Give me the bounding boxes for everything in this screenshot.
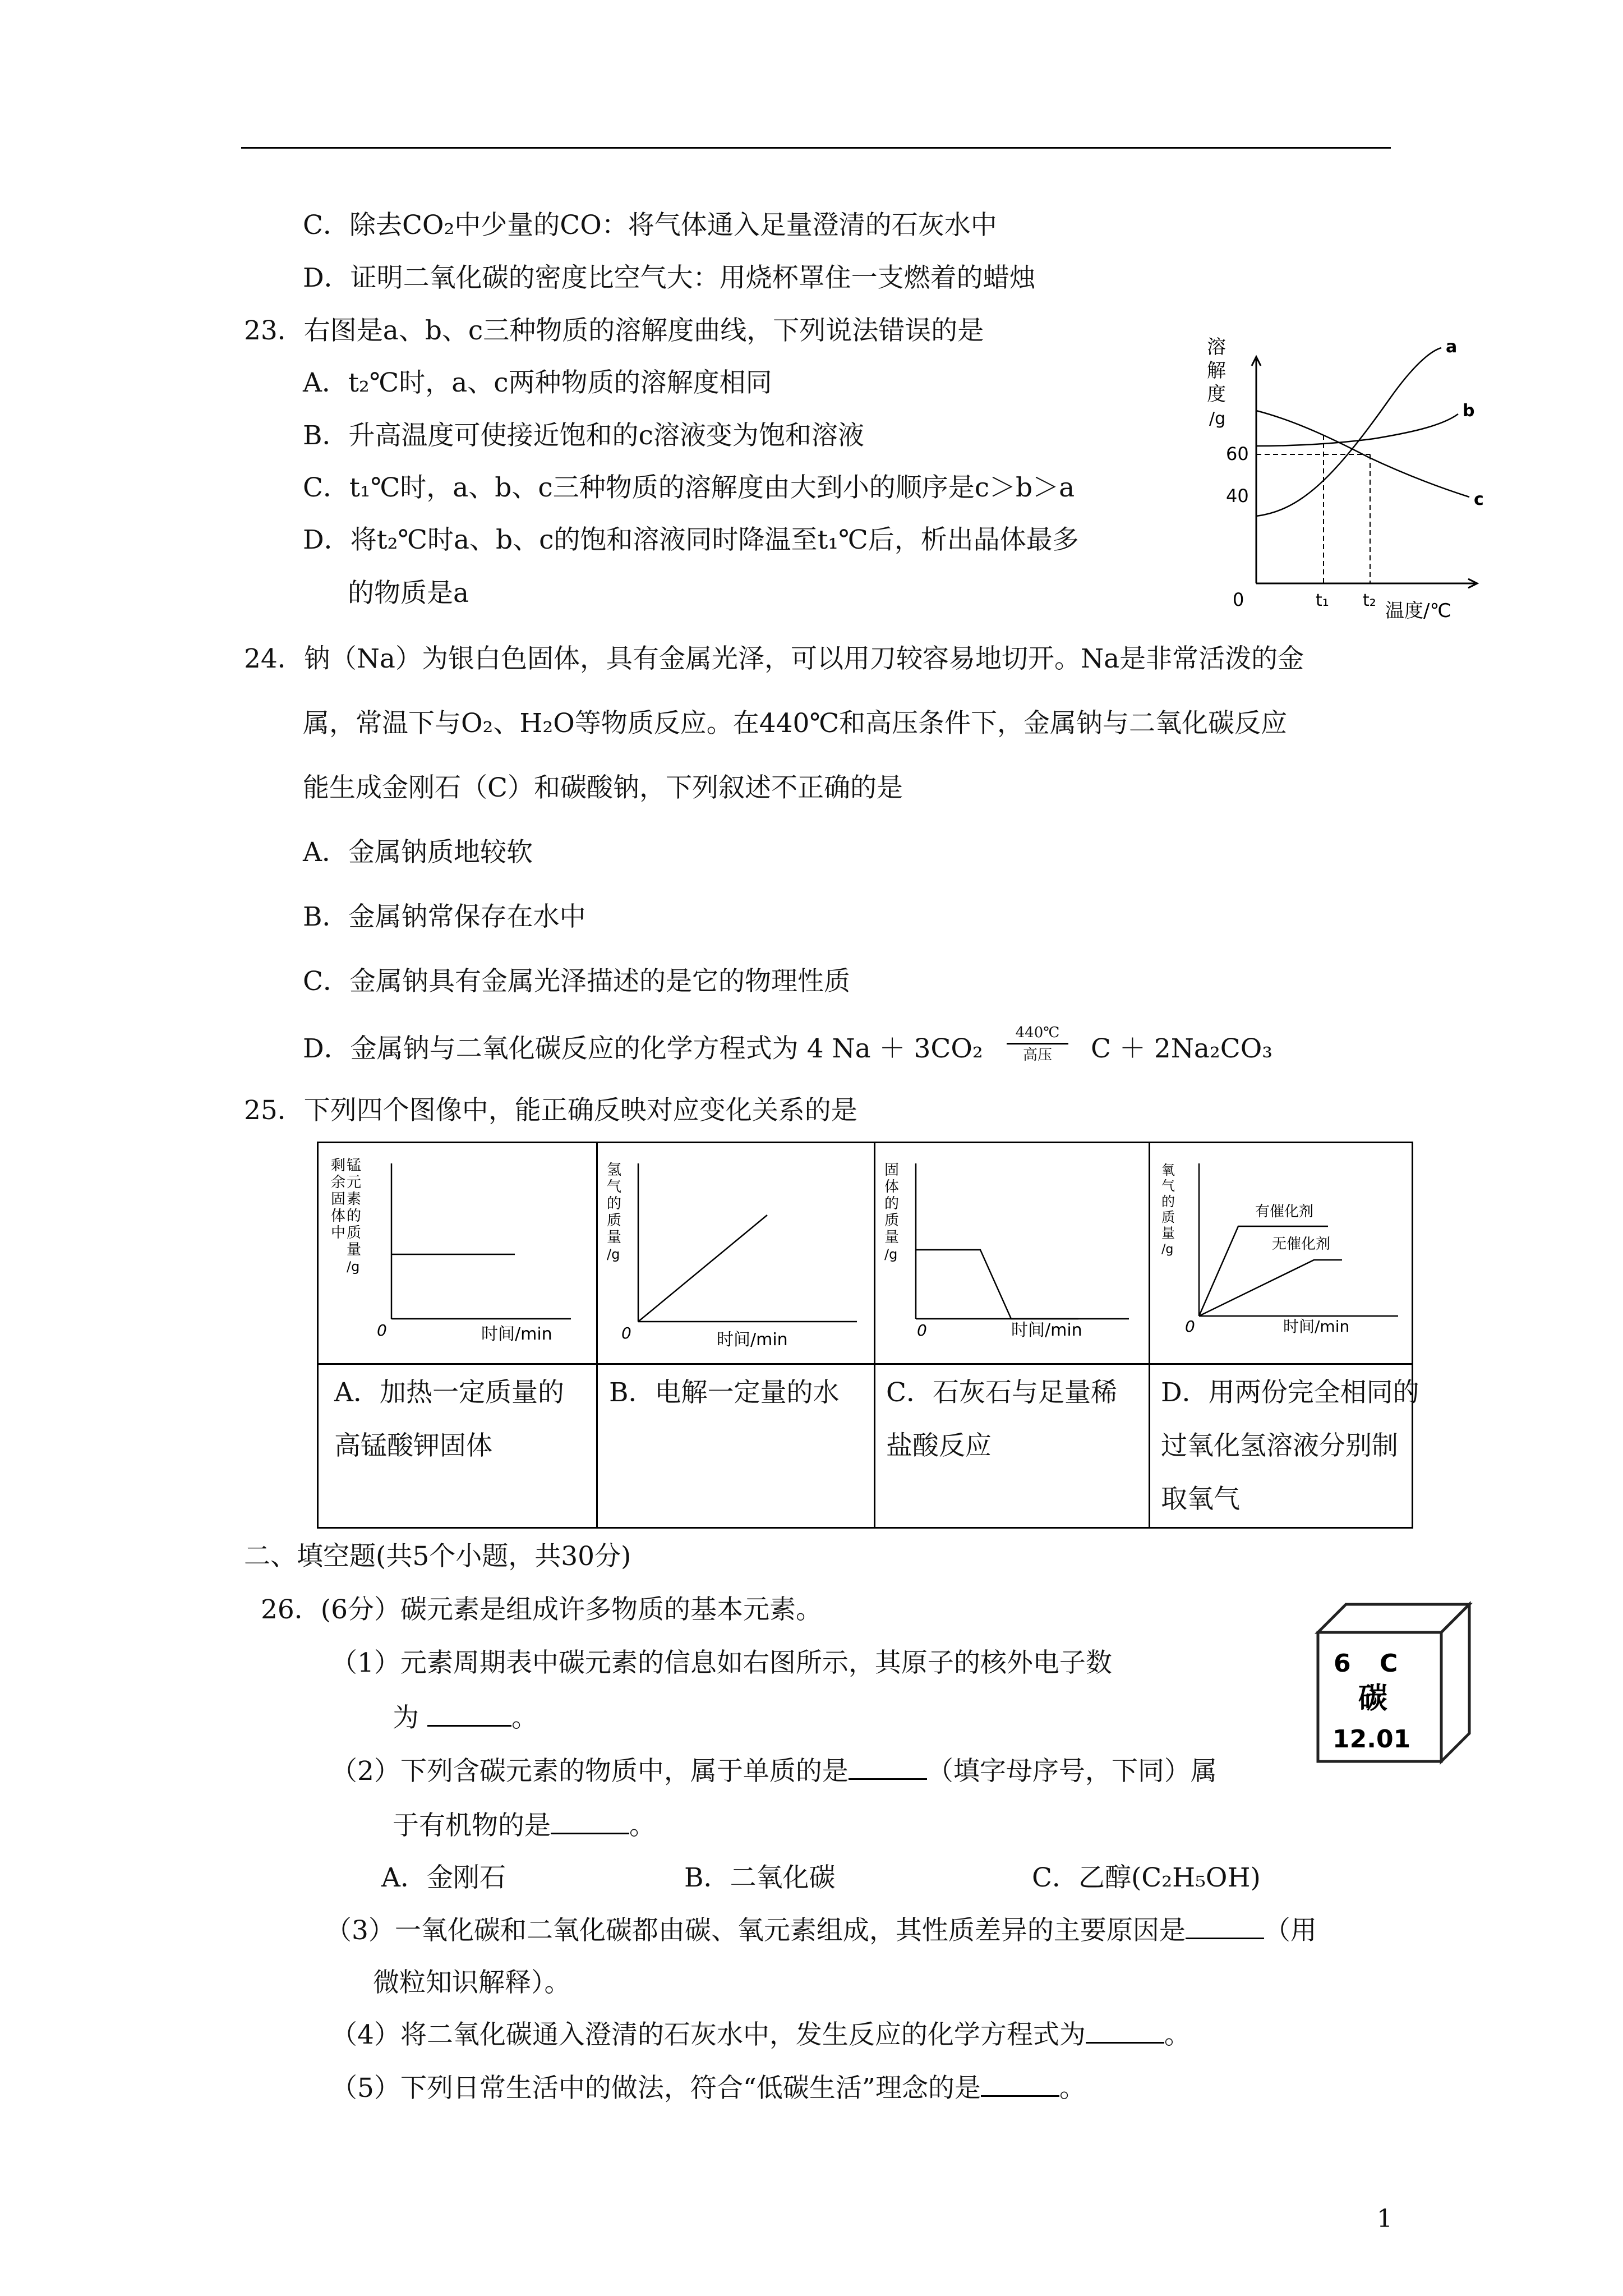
q24-option-b: B．金属钠常保存在水中: [303, 901, 586, 932]
graph-b: [605, 1153, 868, 1355]
q24-option-d-right: C ＋ 2Na₂CO₃: [1091, 1033, 1273, 1064]
svg-text:时间/min: 时间/min: [1283, 1317, 1350, 1336]
q24-stem-line2: 属，常温下与O₂、H₂O等物质反应。在440℃和高压条件下，金属钠与二氧化碳反应: [303, 708, 1288, 739]
legend-without-catalyst: 无催化剂: [1272, 1236, 1331, 1253]
x-tick-t1: t₁: [1316, 591, 1329, 610]
graph-c-line: [916, 1250, 1078, 1319]
curve-b-label: b: [1463, 401, 1475, 421]
svg-text:质: 质: [1161, 1209, 1175, 1225]
graph-a: [330, 1153, 588, 1355]
svg-text:0: 0: [377, 1321, 387, 1340]
x-tick-t2: t₂: [1363, 591, 1376, 610]
svg-text:氢: 氢: [607, 1162, 622, 1179]
q26-part2-tail: （填字母序号，下同）属: [926, 1756, 1217, 1787]
q23-option-d-line2: 的物质是a: [348, 578, 469, 609]
origin-label: 0: [1233, 589, 1244, 610]
caption-d-line3: 取氧气: [1161, 1484, 1240, 1515]
q26-part1-line1: （1）元素周期表中碳元素的信息如右图所示，其原子的核外电子数: [331, 1648, 1112, 1678]
q26-part2-line2: [393, 1809, 656, 1843]
svg-text:锰: 锰: [347, 1157, 362, 1174]
q25-stem: 25．下列四个图像中，能正确反映对应变化关系的是: [244, 1095, 857, 1126]
caption-a-line2: 高锰酸钾固体: [334, 1430, 492, 1461]
section-2-title: 二、填空题(共5个小题，共30分): [244, 1541, 631, 1572]
table-row-divider: [319, 1363, 1412, 1365]
svg-text:余: 余: [331, 1174, 346, 1191]
reaction-condition-temp: 440℃: [1015, 1024, 1060, 1041]
q23-stem: 23．右图是a、b、c三种物质的溶解度曲线，下列说法错误的是: [244, 315, 984, 346]
q24-stem-line3: 能生成金刚石（C）和碳酸钠，下列叙述不正确的是: [303, 772, 903, 803]
curve-b: [1256, 414, 1458, 446]
graph-c: [882, 1153, 1140, 1355]
svg-text:的: 的: [884, 1195, 900, 1212]
svg-text:/g: /g: [884, 1246, 898, 1262]
q26-part4: [331, 2018, 1191, 2052]
q23-option-a: A．t₂℃时，a、c两种物质的溶解度相同: [303, 367, 772, 398]
svg-text:时间/min: 时间/min: [717, 1330, 788, 1350]
q26-part3-line1: [325, 1914, 1317, 1948]
svg-text:固: 固: [884, 1162, 900, 1179]
y-tick-40: 40: [1226, 485, 1249, 507]
table-col-divider-1: [596, 1143, 598, 1527]
q22-option-d: D．证明二氧化碳的密度比空气大：用烧杯罩住一支燃着的蜡烛: [303, 263, 1036, 293]
svg-text:体: 体: [331, 1208, 346, 1225]
q22-option-c: C．除去CO₂中少量的CO：将气体通入足量澄清的石灰水中: [303, 210, 997, 241]
y-label-4: /g: [1209, 409, 1226, 429]
q26-part2-text: （2）下列含碳元素的物质中，属于单质的是: [331, 1756, 849, 1787]
svg-text:质: 质: [347, 1225, 362, 1241]
curve-c-label: c: [1474, 490, 1484, 509]
reaction-condition: [1007, 1024, 1068, 1064]
caption-d-line1: D．用两份完全相同的: [1161, 1377, 1419, 1408]
svg-text:/g: /g: [607, 1246, 620, 1262]
q26-part1-line2: [393, 1701, 538, 1735]
svg-text:的: 的: [607, 1195, 622, 1212]
q26-part5: [331, 2072, 1086, 2105]
reaction-arrow-line: [1007, 1043, 1068, 1045]
q26-option-a: A．金刚石: [381, 1862, 506, 1893]
svg-text:素: 素: [347, 1191, 362, 1208]
answer-blank-1[interactable]: [427, 1703, 511, 1727]
svg-text:元: 元: [347, 1174, 362, 1191]
page-number: 1: [1377, 2205, 1393, 2233]
element-symbol: C: [1380, 1649, 1398, 1678]
q26-part5-text: （5）下列日常生活中的做法，符合“低碳生活”理念的是: [331, 2073, 981, 2104]
caption-d-line2: 过氧化氢溶液分别制: [1161, 1430, 1398, 1461]
curve-a-label: a: [1446, 337, 1458, 357]
reaction-condition-pressure: 高压: [1022, 1047, 1052, 1064]
q26-option-c: C．乙醇(C₂H₅OH): [1032, 1862, 1261, 1893]
caption-c-line2: 盐酸反应: [886, 1430, 992, 1461]
svg-text:的: 的: [347, 1208, 362, 1225]
q26-part3-tail: （用: [1264, 1915, 1317, 1946]
svg-text:量: 量: [884, 1229, 900, 1246]
q23-option-b: B．升高温度可使接近饱和的c溶液变为饱和溶液: [303, 420, 864, 451]
q24-stem-line1: 24．钠（Na）为银白色固体，具有金属光泽，可以用刀较容易地切开。Na是非常活泼的金: [244, 643, 1304, 674]
svg-text:0: 0: [621, 1324, 631, 1342]
element-name: 碳: [1358, 1682, 1388, 1715]
q26-part4-text: （4）将二氧化碳通入澄清的石灰水中，发生反应的化学方程式为: [331, 2019, 1086, 2050]
svg-text:氧: 氧: [1161, 1162, 1175, 1178]
period: 。: [1059, 2073, 1086, 2104]
table-col-divider-3: [1149, 1143, 1150, 1527]
y-label-1: 溶: [1207, 336, 1226, 358]
svg-text:中: 中: [331, 1225, 346, 1241]
q23-option-d-line1: D．将t₂℃时a、b、c的饱和溶液同时降温至t₁℃后，析出晶体最多: [303, 524, 1079, 555]
q26-part3-line2: 微粒知识解释）。: [373, 1967, 571, 1998]
svg-text:量: 量: [607, 1229, 622, 1246]
answer-blank-4[interactable]: [1186, 1915, 1264, 1939]
caption-b-line1: B．电解一定量的水: [609, 1377, 840, 1408]
period: 。: [1164, 2019, 1191, 2050]
graph-d: [1157, 1153, 1409, 1355]
y-tick-60: 60: [1226, 443, 1249, 464]
answer-blank-5[interactable]: [1086, 2019, 1164, 2044]
svg-text:0: 0: [1185, 1317, 1195, 1336]
y-label-3: 度: [1207, 383, 1226, 406]
q26-part1-prefix: 为: [393, 1703, 419, 1733]
legend-with-catalyst: 有催化剂: [1255, 1203, 1314, 1220]
solubility-chart: [1206, 331, 1486, 623]
atomic-mass: 12.01: [1332, 1725, 1411, 1754]
answer-blank-2[interactable]: [849, 1756, 927, 1780]
svg-text:质: 质: [884, 1212, 900, 1229]
svg-text:时间/min: 时间/min: [1011, 1320, 1082, 1340]
carbon-element-tile: [1312, 1599, 1475, 1767]
period: 。: [629, 1810, 656, 1841]
q23-option-c: C．t₁℃时，a、b、c三种物质的溶解度由大到小的顺序是c＞b＞a: [303, 472, 1075, 503]
y-label-2: 解: [1207, 360, 1226, 382]
svg-text:的: 的: [1161, 1194, 1175, 1209]
svg-text:气: 气: [1161, 1178, 1175, 1194]
q26-part2-organic: 于有机物的是: [393, 1810, 551, 1841]
q24-option-a: A．金属钠质地较软: [303, 837, 533, 868]
caption-a-line1: A．加热一定质量的: [334, 1377, 564, 1408]
q25-table: [317, 1142, 1419, 1529]
svg-text:量: 量: [347, 1241, 362, 1258]
svg-text:/g: /g: [1161, 1243, 1174, 1257]
q26-stem: 26．(6分）碳元素是组成许多物质的基本元素。: [261, 1594, 823, 1625]
q24-option-d-left: D．金属钠与二氧化碳反应的化学方程式为 4 Na ＋ 3CO₂: [303, 1033, 983, 1064]
svg-text:体: 体: [884, 1179, 900, 1195]
caption-c-line1: C．石灰石与足量稀: [886, 1377, 1117, 1408]
curve-a: [1256, 348, 1441, 516]
q26-part3-text: （3）一氧化碳和二氧化碳都由碳、氧元素组成，其性质差异的主要原因是: [325, 1915, 1186, 1946]
q26-part2-line1: [331, 1755, 1217, 1788]
atomic-number: 6: [1334, 1649, 1351, 1678]
svg-text:剩: 剩: [331, 1157, 346, 1174]
q24-option-c: C．金属钠具有金属光泽描述的是它的物理性质: [303, 966, 850, 997]
x-axis-label: 温度/℃: [1385, 600, 1451, 622]
svg-text:固: 固: [331, 1191, 346, 1208]
table-col-divider-2: [874, 1143, 875, 1527]
svg-text:0: 0: [917, 1321, 927, 1340]
svg-text:/g: /g: [347, 1259, 360, 1274]
answer-blank-3[interactable]: [551, 1810, 629, 1834]
svg-text:时间/min: 时间/min: [481, 1324, 552, 1344]
svg-text:质: 质: [607, 1212, 622, 1229]
svg-text:气: 气: [607, 1179, 622, 1195]
tile-side-face: [1441, 1604, 1469, 1761]
svg-text:量: 量: [1161, 1225, 1175, 1241]
answer-blank-6[interactable]: [981, 2073, 1059, 2097]
q26-option-b: B．二氧化碳: [684, 1862, 836, 1893]
header-rule: [241, 147, 1391, 149]
graph-b-line: [638, 1215, 767, 1322]
period: 。: [511, 1703, 538, 1733]
